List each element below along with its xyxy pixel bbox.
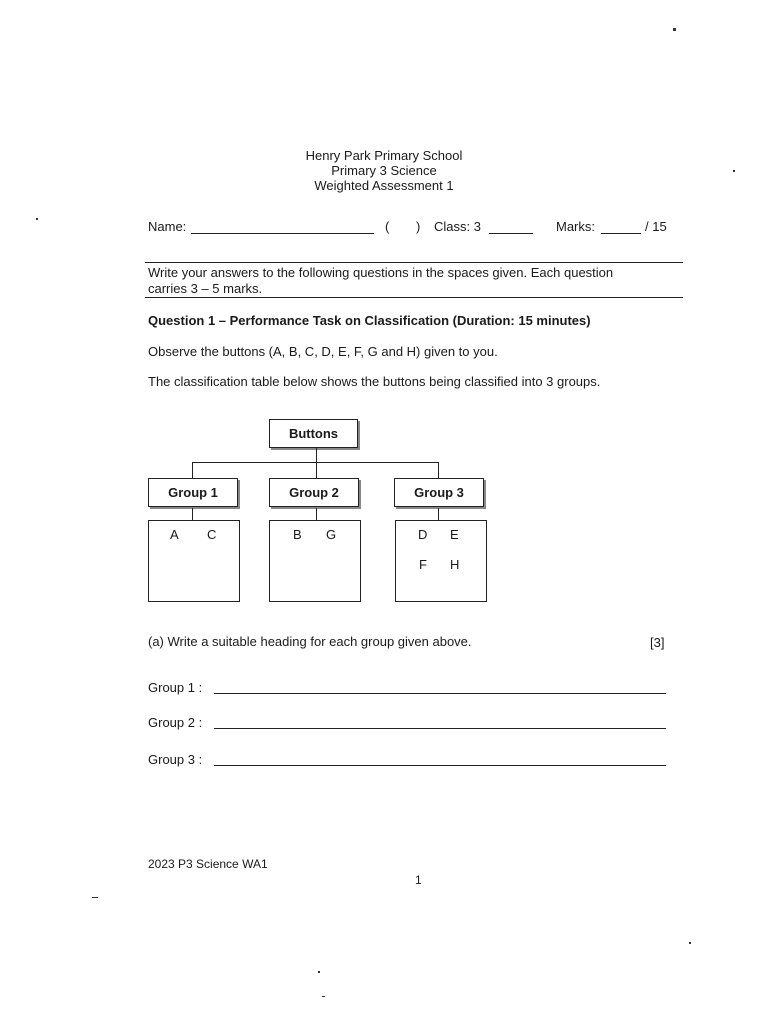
instructions-top-rule <box>145 262 683 263</box>
scan-speck <box>318 971 320 973</box>
group-3-members-box <box>395 520 487 602</box>
scan-speck <box>673 28 676 31</box>
part-a-marks: [3] <box>650 635 665 650</box>
subject-title: Primary 3 Science <box>331 163 437 178</box>
group-3-item-d: D <box>418 527 428 542</box>
group-1-answer-label: Group 1 : <box>148 680 203 695</box>
index-paren-close: ) <box>416 219 421 234</box>
scan-speck <box>322 996 325 997</box>
group-3-answer-label: Group 3 : <box>148 752 203 767</box>
school-name: Henry Park Primary School <box>305 148 463 163</box>
root-connector <box>316 448 317 462</box>
assessment-title: Weighted Assessment 1 <box>314 178 454 193</box>
group-1-box: Group 1 <box>148 478 238 507</box>
group-3-item-e: E <box>450 527 459 542</box>
group-1-members-box <box>148 520 240 602</box>
part-a-prompt: (a) Write a suitable heading for each group given above. <box>148 634 472 649</box>
group-1-item-c: C <box>207 527 217 542</box>
scan-speck <box>36 218 38 220</box>
page-number: 1 <box>415 873 422 887</box>
question-1-observe: Observe the buttons (A, B, C, D, E, F, G and H) given to you. <box>148 344 498 359</box>
branch-connector-2 <box>316 462 317 478</box>
group-3-connector <box>438 508 439 520</box>
group-1-connector <box>192 508 193 520</box>
branch-bar <box>192 462 438 463</box>
index-paren-open: ( <box>385 219 390 234</box>
name-answer-line[interactable] <box>191 233 374 234</box>
branch-connector-1 <box>192 462 193 478</box>
group-2-answer-label: Group 2 : <box>148 715 203 730</box>
root-box-buttons: Buttons <box>269 419 358 448</box>
group-2-connector <box>316 508 317 520</box>
class-answer-line[interactable] <box>489 233 533 234</box>
group-2-item-g: G <box>326 527 337 542</box>
group-2-answer-line[interactable] <box>214 728 666 729</box>
group-1-answer-line[interactable] <box>214 693 666 694</box>
instructions-line-2: carries 3 – 5 marks. <box>148 281 263 296</box>
scan-speck <box>92 897 98 898</box>
scan-speck <box>733 170 735 172</box>
group-3-answer-line[interactable] <box>214 765 666 766</box>
instructions-line-1: Write your answers to the following questions in the spaces given. Each question <box>148 265 614 280</box>
marks-answer-line[interactable] <box>601 233 641 234</box>
instructions-bottom-rule <box>145 297 683 298</box>
name-label: Name: <box>148 219 187 234</box>
footer-code: 2023 P3 Science WA1 <box>148 857 268 871</box>
group-3-item-f: F <box>419 557 427 572</box>
group-3-item-h: H <box>450 557 460 572</box>
question-1-table-intro: The classification table below shows the buttons being classified into 3 groups. <box>148 374 601 389</box>
class-label: Class: 3 <box>434 219 481 234</box>
group-2-members-box <box>269 520 361 602</box>
group-3-box: Group 3 <box>394 478 484 507</box>
scan-speck <box>689 942 691 944</box>
group-2-item-b: B <box>293 527 302 542</box>
group-2-box: Group 2 <box>269 478 359 507</box>
question-1-title: Question 1 – Performance Task on Classification (Duration: 15 minutes) <box>148 313 591 328</box>
group-1-item-a: A <box>170 527 179 542</box>
branch-connector-3 <box>438 462 439 478</box>
marks-total: / 15 <box>645 219 667 234</box>
marks-label: Marks: <box>556 219 595 234</box>
